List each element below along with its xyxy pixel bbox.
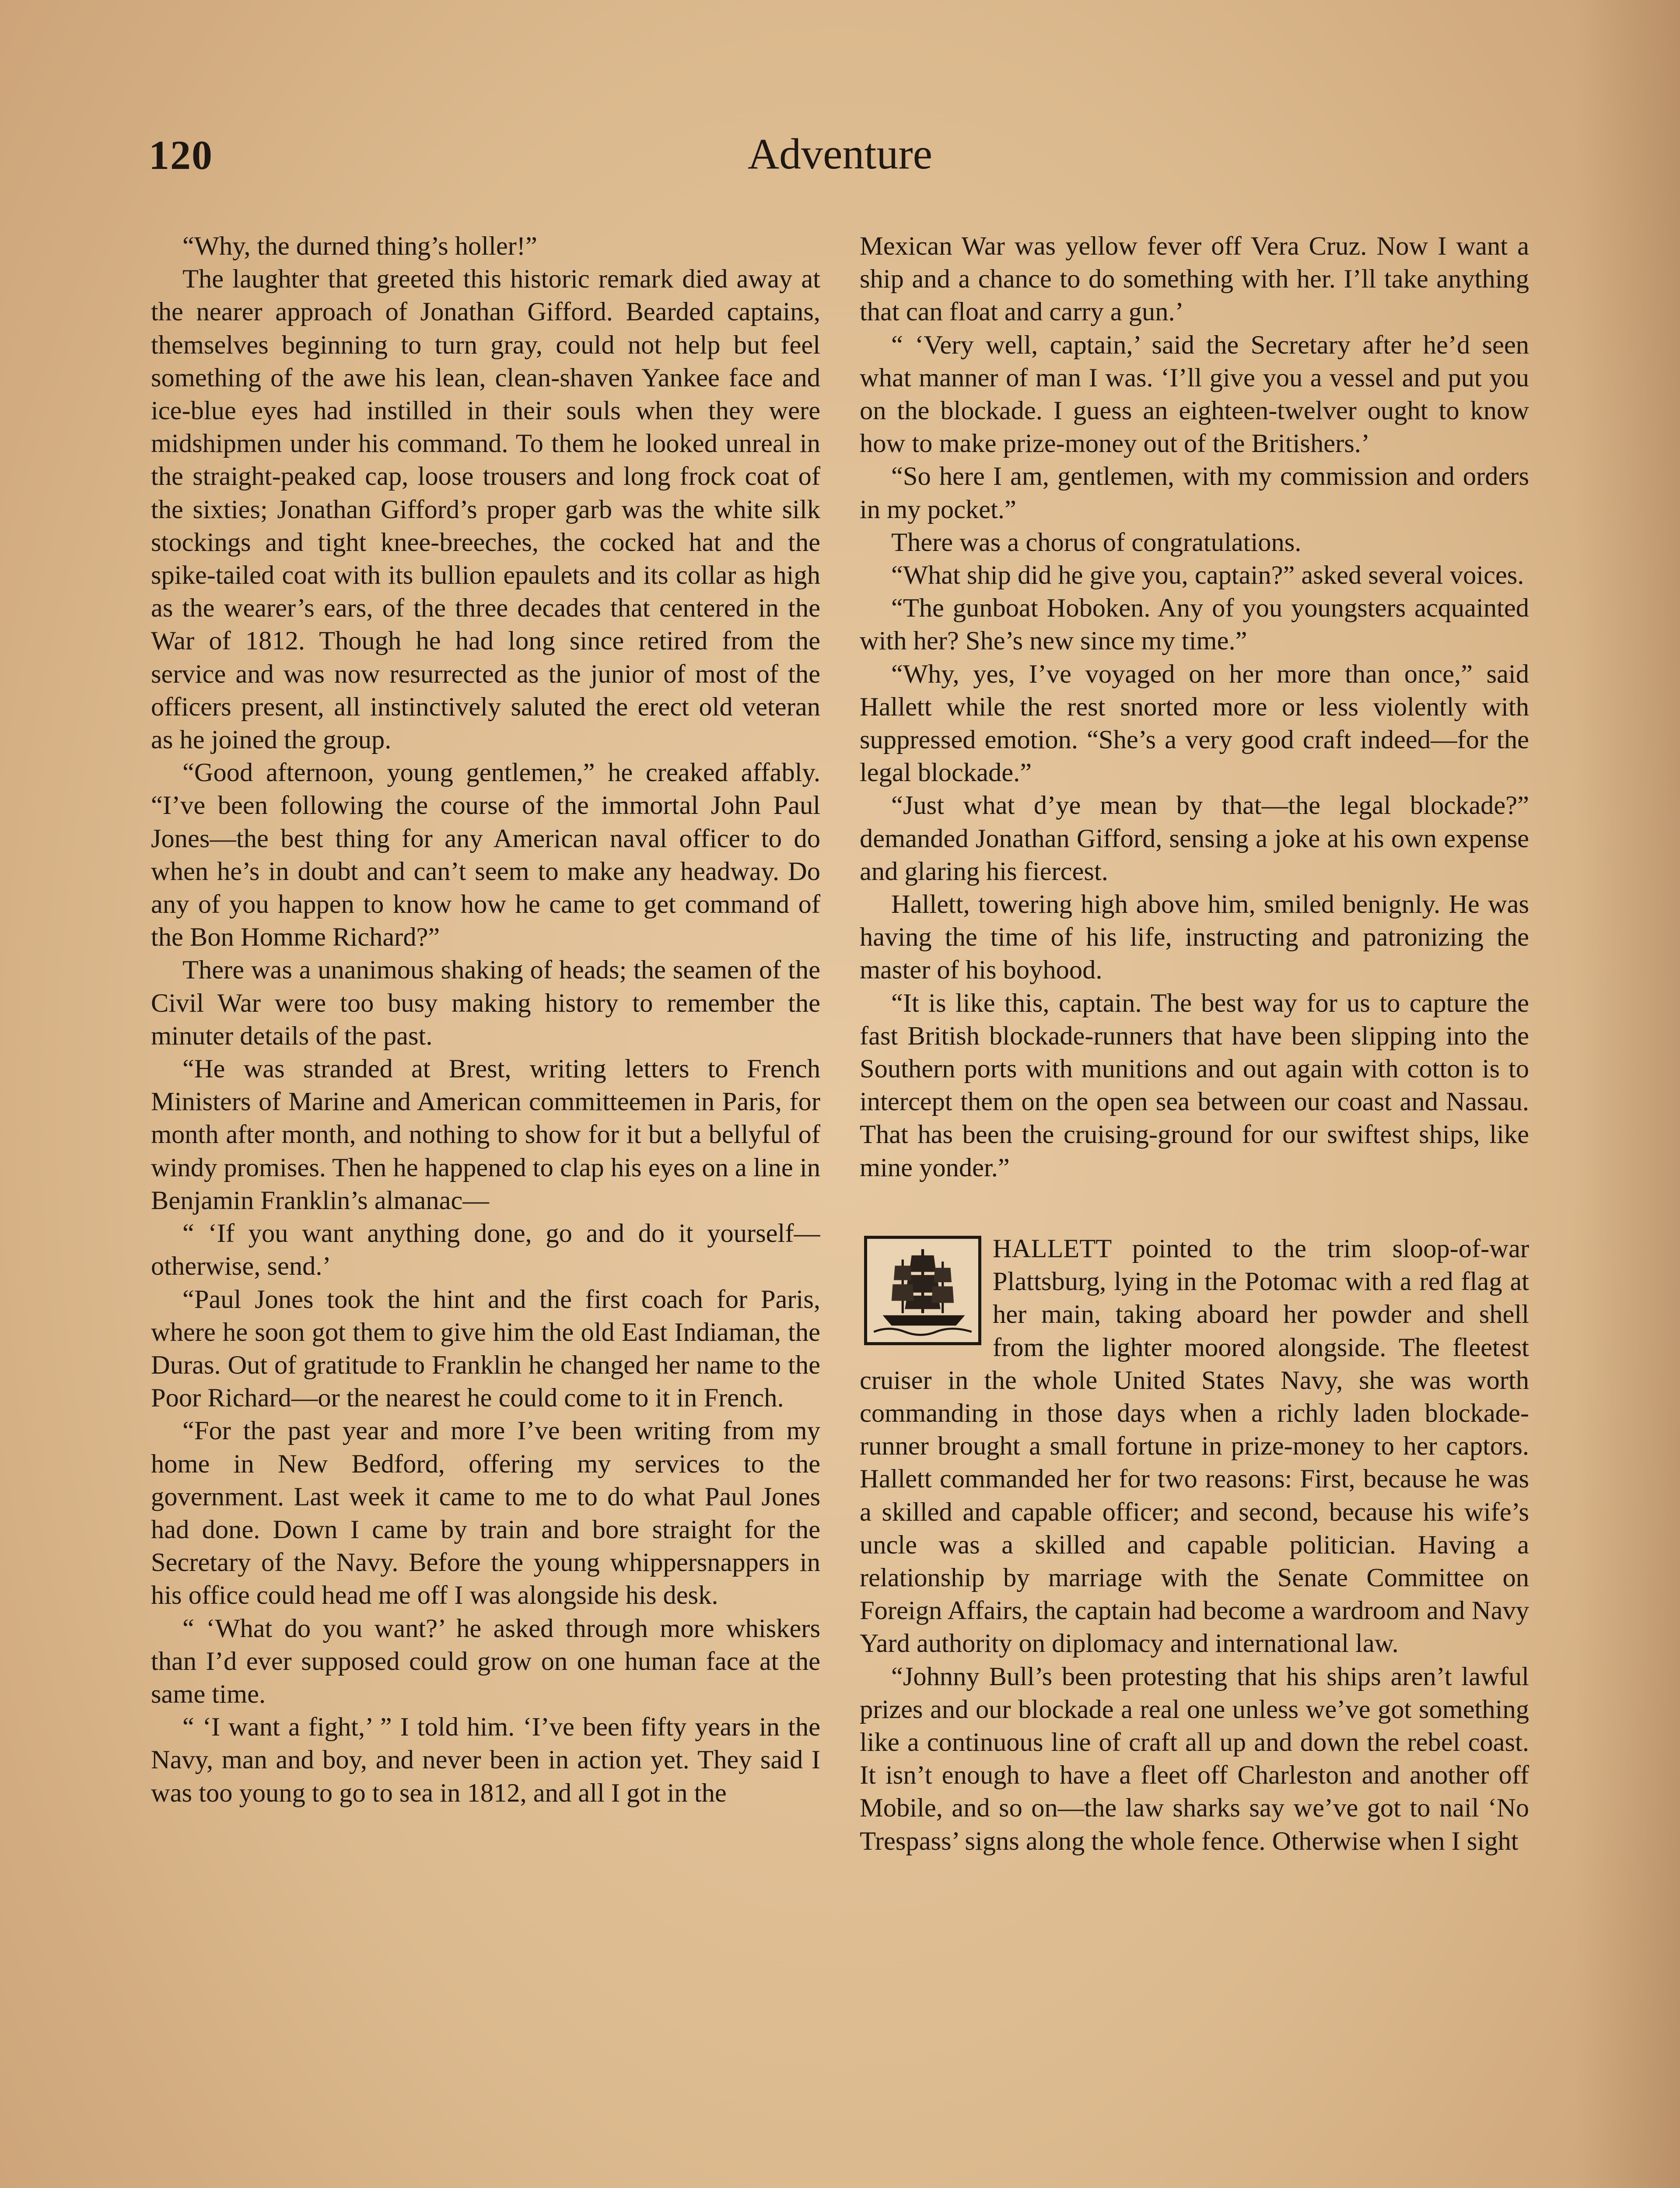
- paragraph: “Good afternoon, young gentlemen,” he creaked affably. “I’ve been following the course of the immortal John Paul Jones—the best thing for any American naval officer to do when he’s in doubt and can’t seem to make any headway. Do any of you happen to know how he came to get command of the Bon Homme Richard?”: [151, 758, 820, 952]
- paragraph: “ ‘What do you want?’ he asked through more whiskers than I’d ever supposed could grow on one human face at the same time.: [151, 1613, 820, 1709]
- page-number: 120: [149, 133, 213, 178]
- paragraph: “So here I am, gentlemen, with my commission and orders in my pocket.”: [860, 462, 1529, 524]
- paragraph: “It is like this, captain. The best way for us to capture the fast British blockade-runners that have been slipping into the Southern ports with munitions and out again with cotton is to intercept them on the open sea between our coast and Nassau. That has been the cruising-ground for our swiftest ships, like mine yonder.”: [860, 988, 1529, 1182]
- paragraph: “ ‘If you want anything done, go and do it yourself—otherwise, send.’: [151, 1219, 820, 1281]
- paragraph: “For the past year and more I’ve been writing from my home in New Bedford, offering my services to the government. Last week it came to me to do what Paul Jones had done. Down I came by train and bore straight for the Secretary of the Navy. Before the young whippersnappers in his office could head me off I was alongside his desk.: [151, 1416, 820, 1610]
- section-break: [860, 1232, 1529, 1660]
- paragraph-continued: Mexican War was yellow fever off Vera Cruz. Now I want a ship and a chance to do something with her. I’ll take anything that can float and carry a gun.’: [860, 231, 1529, 327]
- paragraph: “Why, the durned thing’s holler!”: [182, 231, 537, 261]
- paragraph: “The gunboat Hoboken. Any of you youngsters acquainted with her? She’s new since my time.”: [860, 593, 1529, 656]
- paragraph: “ ‘Very well, captain,’ said the Secretary after he’d seen what manner of man I was. ‘I’ll give you a vessel and put you on the blockade. I guess an eighteen-twelver ought to know how to make prize-money out of the Britishers.’: [860, 330, 1529, 459]
- paragraph: The laughter that greeted this historic remark died away at the nearer approach of Jonathan Gifford. Bearded captains, themselves beginning to turn gray, could not help but feel something of the awe his lean, clean-shaven Yankee face and ice-blue eyes had instilled in their souls when they were midshipmen under his command. To them he looked unreal in the straight-peaked cap, loose trousers and long frock coat of the sixties; Jonathan Gifford’s proper garb was the white silk stockings and tight knee-breeches, the cocked hat and the spike-tailed coat with its bullion epaulets and its collar as high as the wearer’s ears, of the three decades that centered in the War of 1812. Though he had long since retired from the service and was now resurrected as the junior of most of the officers present, all instinctively saluted the erect old veteran as he joined the group.: [151, 264, 820, 755]
- running-head: Adventure: [747, 130, 933, 178]
- paragraph: “Just what d’ye mean by that—the legal blockade?” demanded Jonathan Gifford, sensing a joke at his own expense and glaring his fiercest.: [860, 791, 1529, 886]
- section-text: pointed to the trim sloop-of-war Plattsburg, lying in the Potomac with a red flag at her main, taking aboard her powder and shell from the lighter moored alongside. The fleetest cruiser in the whole United States Navy, she was worth commanding in those days when a richly laden blockade-runner brought a small fortune in prize-money to her captors. Hallett commanded her for two reasons: First, because he was a skilled and capable officer; and second, because his wife’s uncle was a skilled and capable politician. Having a relationship by marriage with the Senate Committee on Foreign Affairs, the captain had become a wardroom and Navy Yard authority on diplomacy and international law.: [860, 1234, 1529, 1659]
- sailing-ship-icon: [864, 1236, 981, 1345]
- lead-in-word: HALLETT: [993, 1234, 1112, 1263]
- paragraph: There was a chorus of congratulations.: [891, 527, 1302, 557]
- page-header: [149, 129, 1531, 190]
- paragraph: There was a unanimous shaking of heads; the seamen of the Civil War were too busy making history to remember the minuter details of the past.: [151, 955, 820, 1051]
- right-column: [860, 230, 1529, 2188]
- paragraph: “He was stranded at Brest, writing letters to French Ministers of Marine and American committeemen in Paris, for month after month, and nothing to show for it but a bellyful of windy promises. Then he happened to clap his eyes on a line in Benjamin Franklin’s almanac—: [151, 1054, 820, 1215]
- paragraph: “What ship did he give you, captain?” asked several voices.: [891, 561, 1524, 590]
- paragraph: “Paul Jones took the hint and the first coach for Paris, where he soon got them to give him the old East Indiaman, the Duras. Out of gratitude to Franklin he changed her name to the Poor Richard—or the nearest he could come to it in French.: [151, 1284, 820, 1413]
- paragraph: “Johnny Bull’s been protesting that his ships aren’t lawful prizes and our blockade a real one unless we’ve got something like a continuous line of craft all up and down the rebel coast. It isn’t enough to have a fleet off Charleston and another off Mobile, and so on—the law sharks say we’ve got to nail ‘No Trespass’ signs along the whole fence. Otherwise when I sight: [860, 1662, 1529, 1856]
- paragraph: “ ‘I want a fight,’ ” I told him. ‘I’ve been fifty years in the Navy, man and boy, and never been in action yet. They said I was too young to go to sea in 1812, and all I got in the: [151, 1712, 820, 1808]
- page-edge-shadow: [1575, 0, 1680, 2188]
- left-column: [151, 230, 820, 2188]
- paragraph: “Why, yes, I’ve voyaged on her more than once,” said Hallett while the rest snorted more or less violently with suppressed emotion. “She’s a very good craft indeed—for the legal blockade.”: [860, 659, 1529, 788]
- paragraph: Hallett, towering high above him, smiled benignly. He was having the time of his life, instructing and patronizing the master of his boyhood.: [860, 890, 1529, 985]
